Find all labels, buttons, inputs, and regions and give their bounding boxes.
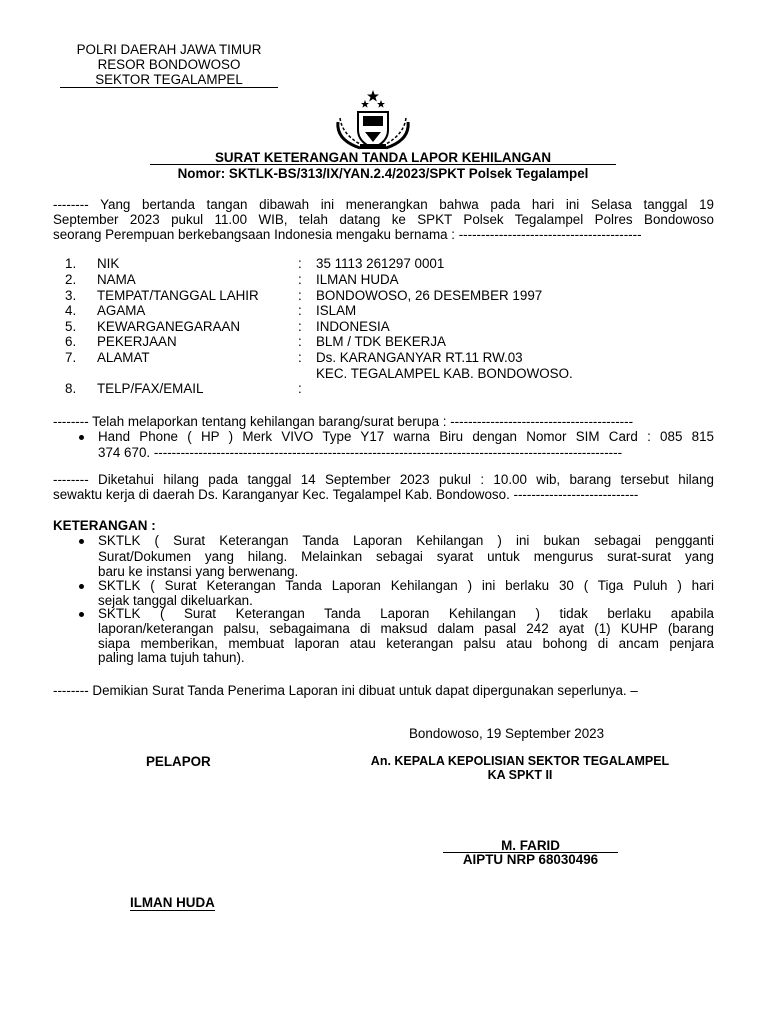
lost-detail-line-1: -------- Diketahui hilang pada tanggal 14 September 2023 pukul : 10.00 wib, barang tersebut hilang [53,472,714,487]
intro-line-1: -------- Yang bertanda tangan dibawah ini menerangkan bahwa pada hari ini Selasa tanggal 19 [53,197,714,212]
bullet-icon [79,584,84,589]
identity-number: 6. [65,334,77,349]
identity-number: 5. [65,319,77,334]
identity-value: ILMAN HUDA [316,272,399,287]
intro-line-2: September 2023 pukul 11.00 WIB, telah datang ke SPKT Polsek Tegalampel Polres Bondowoso [53,212,714,227]
document-title: SURAT KETERANGAN TANDA LAPOR KEHILANGAN [215,150,551,165]
lost-item-line-2: 374 670. --------------------------------------------------------------------------------------------------------- [98,445,623,460]
officer-nrp: AIPTU NRP 68030496 [462,852,599,867]
keterangan-line: siapa memberikan, membuat laporan atau keterangan palsu atau bohong di ancam penjara [98,636,714,651]
identity-value: BLM / TDK BEKERJA [316,334,446,349]
keterangan-line: Surat/Dokumen yang hilang. Melainkan sebagai syarat untuk mengurus surat-surat yang [98,549,714,564]
header-resor: RESOR BONDOWOSO [97,57,241,72]
identity-colon: : [298,319,302,334]
identity-value: ISLAM [316,303,357,318]
identity-number: 4. [65,303,77,318]
keterangan-line: SKTLK ( Surat Keterangan Tanda Laporan Kehilangan ) ini berlaku 30 ( Tiga Puluh ) hari [98,578,714,593]
identity-colon: : [298,272,302,287]
place-date: Bondowoso, 19 September 2023 [409,726,605,741]
identity-value: INDONESIA [316,319,390,334]
keterangan-line: sejak tanggal dikeluarkan. [98,593,253,608]
officer-subtitle: KA SPKT II [487,768,553,782]
intro-line-3: seorang Perempuan berkebangsaan Indonesia mengaku bernama : ----------------------------------------- [53,227,642,242]
identity-value: BONDOWOSO, 26 DESEMBER 1997 [316,288,543,303]
keterangan-heading: KETERANGAN : [53,518,156,533]
keterangan-line: SKTLK ( Surat Keterangan Tanda Laporan Kehilangan ) tidak berlaku apabila [98,606,714,621]
identity-number: 2. [65,272,77,287]
identity-label: AGAMA [97,303,146,318]
keterangan-line: paling lama tujuh tahun). [98,650,245,665]
closing-statement: -------- Demikian Surat Tanda Penerima Laporan ini dibuat untuk dapat dipergunakan seperlunya. – [53,683,638,698]
bullet-icon [79,612,84,617]
document-number: Nomor: SKTLK-BS/313/IX/YAN.2.4/2023/SPKT Polsek Tegalampel [177,166,589,181]
keterangan-line: laporan/keterangan palsu, sebagaimana di maksud dalam pasal 242 ayat (1) KUHP (barang [98,621,714,636]
identity-number: 3. [65,288,77,303]
keterangan-line: baru ke instansi yang berwenang. [98,564,299,579]
identity-label: TEMPAT/TANGGAL LAHIR [97,288,259,303]
lost-detail-line-2: sewaktu kerja di daerah Ds. Karanganyar Kec. Tegalampel Kab. Bondowoso. ---------------------------- [53,487,639,502]
identity-number: 7. [65,350,77,365]
identity-colon: : [298,350,302,365]
identity-number: 1. [65,256,77,271]
identity-label: TELP/FAX/EMAIL [97,381,204,396]
identity-colon: : [298,288,302,303]
pelapor-label: PELAPOR [146,754,211,769]
lost-item-line-1: Hand Phone ( HP ) Merk VIVO Type Y17 warna Biru dengan Nomor SIM Card : 085 815 [98,429,714,444]
identity-colon: : [298,303,302,318]
police-emblem-icon [330,88,416,152]
identity-label: ALAMAT [97,350,150,365]
bullet-icon [79,539,84,544]
identity-value: Ds. KARANGANYAR RT.11 RW.03 [316,350,523,365]
identity-label: KEWARGANEGARAAN [97,319,241,334]
officer-title: An. KEPALA KEPOLISIAN SEKTOR TEGALAMPEL [370,754,670,768]
identity-colon: : [298,334,302,349]
report-intro: -------- Telah melaporkan tentang kehilangan barang/surat berupa : ----------------------------------------- [53,414,634,429]
identity-number: 8. [65,381,77,396]
title-underline [150,164,616,165]
bullet-icon [79,435,84,440]
header-polri-daerah: POLRI DAERAH JAWA TIMUR [76,42,262,57]
identity-label: NIK [97,256,120,271]
identity-label: NAMA [97,272,136,287]
identity-value: 35 1113 261297 0001 [316,256,445,271]
keterangan-line: SKTLK ( Surat Keterangan Tanda Laporan Kehilangan ) ini bukan sebagai pengganti [98,533,714,548]
pelapor-name: ILMAN HUDA [130,895,215,910]
identity-colon: : [298,256,302,271]
identity-colon: : [298,381,302,396]
officer-name: M. FARID [501,838,560,853]
identity-value-line-2: KEC. TEGALAMPEL KAB. BONDOWOSO. [316,366,573,381]
identity-label: PEKERJAAN [97,334,177,349]
header-sektor: SEKTOR TEGALAMPEL [95,72,243,87]
header-underline [60,87,278,88]
